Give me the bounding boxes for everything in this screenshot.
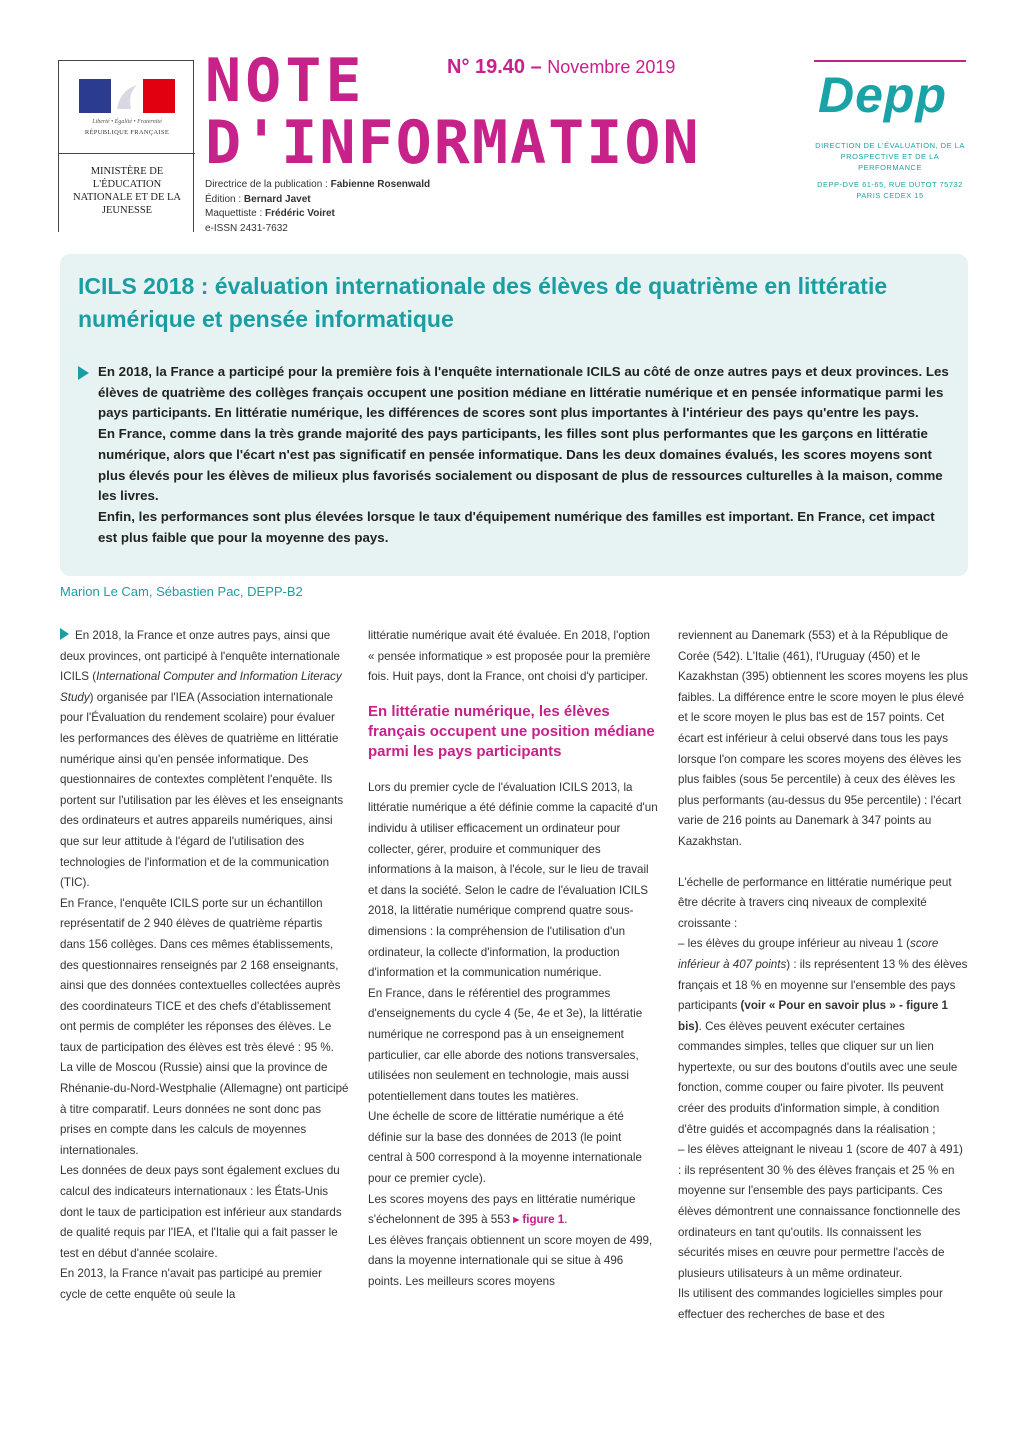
body-column-1 [60,626,350,1306]
figure-reference-link[interactable]: ▸ figure 1 [513,1213,565,1227]
text-run-italic: International Computer and Information Literacy Study [60,670,342,704]
text-run: En 2018, la France et onze autres pays, ainsi que deux provinces, ont participé à l'enquête internationale ICILS ( [60,629,341,684]
title-line-1: NOTE [205,46,366,116]
body-paragraph: Lors du premier cycle de l'évaluation ICILS 2013, la littératie numérique a été définie comme la capacité d'un individu à utiliser efficacement un ordinateur pour collecter, gérer, produire et communiquer des informations à la maison, à l'école, sur le lieu de travail et dans la société. Selon le cadre de l'évaluation ICILS 2018, la littératie numérique comprend quatre sous-dimensions : la compréhension de l'utilisation d'un ordinateur, la collecte d'information, la production d'information et la communication numérique. [368,780,658,980]
abstract-paragraph: En 2018, la France a participé pour la première fois à l'enquête internationale ICILS au côté de onze autres pays et deux provinces. Les élèves de quatrième des collèges français occupent une position médiane en littératie numérique et en pensée informatique parmi les pays participants. En littératie numérique, les différences de scores sont plus importantes à l'intérieur des pays qu'entre les pays. [98,364,949,421]
divider [59,153,195,154]
body-paragraph: En France, dans le référentiel des programmes d'enseignements du cycle 4 (5e, 4e et 3e), la littératie numérique ne correspond pas à un enseignement particulier, car elle aborde des notions transversales, utilisées non seulement en technologie, mais aussi potentiellement dans toutes les matières. [368,986,643,1103]
ministry-name: MINISTÈRE DE L'ÉDUCATION NATIONALE ET DE LA JEUNESSE [73,166,181,216]
french-flag-icon [79,79,175,113]
issue-number: N° 19.40 [447,56,526,78]
body-column-2 [368,626,658,1293]
body-paragraph: En France, l'enquête ICILS porte sur un échantillon représentatif de 2 940 élèves de quatrième répartis dans 156 collèges. Dans ces mêmes établissements, des questionnaires renseignés par 2 168 enseignants, ainsi que des données contextuelles collectées auprès des coordinateurs TICE et des chefs d'établissement ont permis de compléter les réponses des élèves. Le taux de participation des élèves est très élevé : 95 %. [60,896,341,1054]
text-run: ) organisée par l'IEA (Association internationale pour l'Évaluation du rendement scolaire) pour évaluer les performances des élèves de quatrième en littératie numérique ainsi qu'en pensée informatique. Des questionnaires de contextes complètent l'enquête. Ils portent sur l'utilisation par les élèves et les enseignants des ordinateurs et autres appareils numériques, ainsi que sur leur attitude à l'égard de l'utilisation des technologies de l'information et de la communication (TIC). [60,690,344,890]
credit-label: Directrice de la publication : [205,179,328,190]
body-paragraph [368,1190,658,1231]
issue-info [447,56,675,79]
depp-subtitle: DIRECTION DE L'ÉVALUATION, DE LA PROSPECTIVE ET DE LA PERFORMANCE [815,141,965,172]
body-paragraph: Les élèves français obtiennent un score moyen de 499, dans la moyenne internationale qui se situe à 496 points. Les meilleurs scores moyens [368,1233,653,1289]
body-paragraph [678,934,968,1140]
abstract-paragraph: Enfin, les performances sont plus élevées lorsque le taux d'équipement numérique des familles est important. En France, cet impact est plus faible que pour la moyenne des pays. [98,508,935,545]
body-paragraph: – les élèves atteignant le niveau 1 (score de 407 à 491) : ils représentent 30 % des élèves français et 25 % en moyenne sur l'ensemble des pays participants. Ces élèves démontrent une connaissance fonctionnelle des ordinateurs en tant qu'outils. Ils connaissent les sécurités mises en œuvre pour permettre l'accès de plusieurs utilisateurs à un même ordinateur. [678,1143,963,1280]
depp-rule [814,60,966,62]
publication-credits [205,178,430,236]
figure-reference-link[interactable]: (voir « Pour en savoir plus » - figure 1 bis) [678,999,948,1033]
triangle-bullet-icon [60,628,69,640]
depp-address: DEPP-DVE 61-65, RUE DUTOT 75732 PARIS CEDEX 15 [817,180,963,200]
article-headline: ICILS 2018 : évaluation internationale des élèves de quatrième en littératie numérique et pensée informatique [78,273,888,332]
abstract [98,362,950,548]
credit-layout [205,207,430,222]
credit-issn: e-ISSN 2431-7632 [205,222,288,234]
text-run: . [564,1213,568,1227]
authors: Marion Le Cam, Sébastien Pac, DEPP-B2 [60,584,303,599]
body-paragraph: Une échelle de score de littératie numérique a été définie sur la base des données de 2013 (le point central à 500 correspond à la moyenne internationale pour ce premier cycle). [368,1110,642,1186]
credit-edition [205,193,430,208]
body-paragraph [60,626,350,894]
text-run: – les élèves du groupe inférieur au niveau 1 ( [678,937,911,951]
republic-motto: Liberté • Égalité • Fraternité [92,119,162,125]
credit-director [205,178,430,193]
summary-box [60,254,968,576]
body-paragraph: littératie numérique avait été évaluée. En 2018, l'option « pensée informatique » est proposée pour la première fois. Huit pays, dont la France, ont choisi d'y participer. [368,629,651,684]
body-paragraph: Ils utilisent des commandes logicielles simples pour effectuer des recherches de base et des [678,1287,943,1321]
depp-logo: Depp [818,67,947,123]
ministry-logo-block [58,60,194,232]
body-column-3 [678,626,968,1326]
section-heading: En littératie numérique, les élèves français occupent une position médiane parmi les pays participants [368,702,655,760]
body-paragraph: En 2013, la France n'avait pas participé au premier cycle de cette enquête où seule la [60,1267,322,1301]
body-paragraph: reviennent au Danemark (553) et à la République de Corée (542). L'Italie (461), l'Uruguay (450) et le Kazakhstan (395) obtiennent les scores moyens les plus faibles. La différence entre le score moyen le plus élevé et le score moyen le plus bas est de 157 points. Cet écart est inférieur à celui observé dans tous les pays lorsque l'on compare les scores moyens des élèves les plus faibles (sous 5e percentile) à ceux des élèves les plus performants (au-dessus du 95e percentile) : l'écart varie de 216 points au Danemark à 347 points au Kazakhstan. [678,629,969,848]
credit-label: Maquettiste : [205,208,263,219]
credit-label: Édition : [205,193,242,205]
text-run-italic: score inférieur à 407 points [678,937,939,971]
issue-separator: – [525,56,548,78]
republic-name: RÉPUBLIQUE FRANÇAISE [84,129,170,136]
abstract-paragraph: En France, comme dans la très grande majorité des pays participants, les filles sont plus performantes que les garçons en littératie numérique, alors que l'écart n'est pas significatif en pensée informatique. Dans les deux domaines évalués, les scores moyens sont plus élevés pour les élèves de milieux plus favorisés socialement ou disposant de plus de ressources culturelles à la maison, comme les livres. [98,426,943,504]
credit-value: Fabienne Rosenwald [330,179,431,190]
triangle-bullet-icon [78,366,89,380]
credit-value: Frédéric Voiret [265,208,335,219]
marianne-logo [79,79,175,145]
text-run: ) : ils représentent 13 % des élèves français et 18 % en moyenne sur l'ensemble des pays participants [678,957,968,1013]
body-paragraph: L'échelle de performance en littératie numérique peut être décrite à travers cinq niveaux de complexité croissante : [678,875,952,930]
issue-date: Novembre 2019 [547,57,676,77]
depp-block [814,60,966,201]
text-run: Les scores moyens des pays en littératie numérique s'échelonnent de 395 à 553 [368,1192,636,1227]
body-paragraph: La ville de Moscou (Russie) ainsi que la province de Rhénanie-du-Nord-Westphalie (Allemagne) ont participé à titre comparatif. Leurs données ne sont donc pas prises en compte dans les calculs de moyennes internationales. [60,1061,349,1157]
title-line-2: D'INFORMATION [205,108,701,178]
body-paragraph: Les données de deux pays sont également exclues du calcul des indicateurs internationaux : les États-Unis dont le taux de participation est inférieur aux standards de qualité requis par l'IEA, et l'Italie qui a fait passer le test en début d'année scolaire. [60,1164,342,1260]
paragraph-gap [678,853,968,873]
credit-value: Bernard Javet [243,193,311,205]
text-run: . Ces élèves peuvent exécuter certaines commandes simples, telles que cliquer sur un lien hypertexte, ou sur des boutons d'outils avec une seule fonction, comme couper ou faire pivoter. Ils peuvent créer des produits d'information simple, à condition d'être guidés et accompagnés dans la réalisation ; [678,1019,958,1136]
